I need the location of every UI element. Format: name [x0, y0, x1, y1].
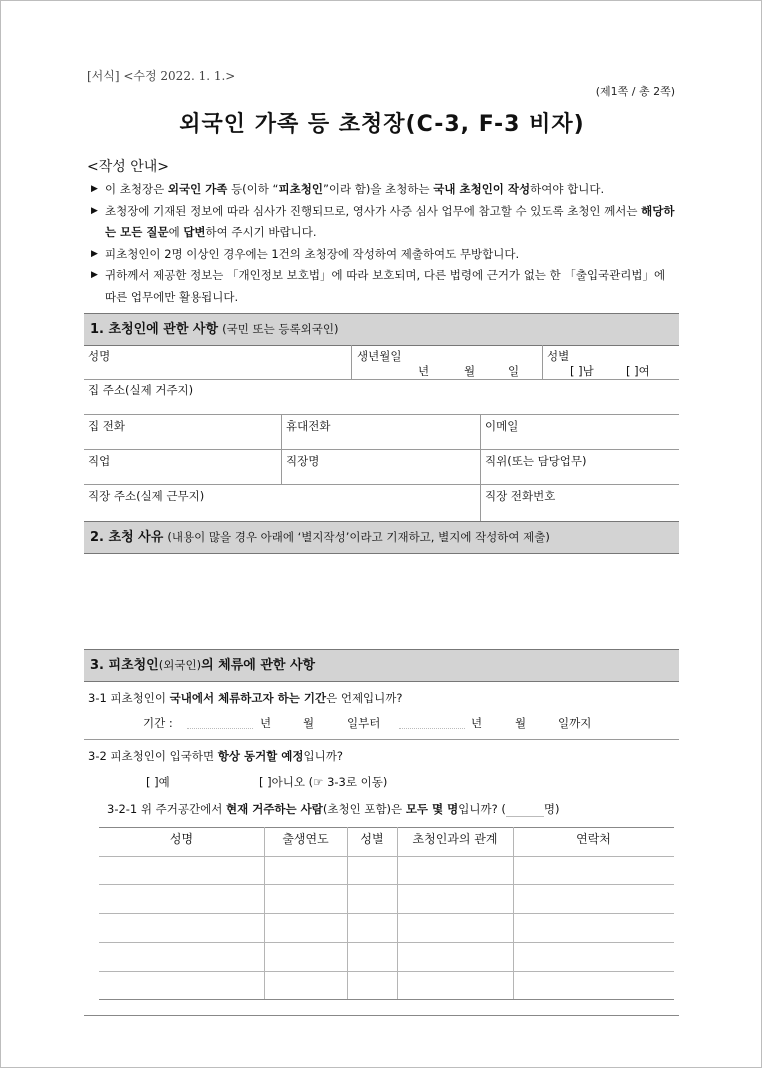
page-indicator: (제1쪽 / 총 2쪽) — [595, 85, 675, 98]
page-title: 외국인 가족 등 초청장(C-3, F-3 비자) — [179, 112, 585, 137]
home-phone-label: 집 전화 — [88, 419, 125, 433]
birth-label: 생년월일 — [357, 349, 402, 363]
guide-item: ▶ 이 초청장은 외국인 가족 등(이하 “피초청인”이라 함)을 초청하는 국내 초청인이 작성하여야 합니다. — [87, 179, 679, 201]
col-gender: 성별 — [360, 832, 384, 846]
work-address-label: 직장 주소(실제 근무지) — [88, 489, 205, 503]
period-from-year-input[interactable] — [187, 728, 253, 729]
guide-heading: <작성 안내> — [87, 159, 170, 175]
guide-item: ▶ 귀하께서 제공한 정보는 「개인정보 보호법」에 따라 보호되며, 다른 법령에 근거가 없는 한 「출입국관리법」에 따른 업무에만 활용됩니다. — [87, 265, 679, 308]
table-row[interactable] — [99, 999, 674, 1000]
work-phone-label: 직장 전화번호 — [485, 489, 556, 503]
section3-heading: 3. 피초청인(외국인)의 체류에 관한 사항 — [84, 649, 679, 682]
form-code: [서식] <수정 2022. 1. 1.> — [87, 69, 236, 83]
mobile-label: 휴대전화 — [286, 419, 331, 433]
table-row[interactable] — [99, 942, 674, 943]
col-name: 성명 — [169, 832, 194, 846]
name-label: 성명 — [88, 349, 111, 363]
triangle-bullet-icon: ▶ — [91, 184, 98, 194]
section1-heading: 1. 초청인에 관한 사항 (국민 또는 등록외국인) — [84, 313, 679, 346]
question-3-1: 3-1 피초청인이 국내에서 체류하고자 하는 기간은 언제입니까? — [88, 691, 403, 705]
form-page: [서식] <수정 2022. 1. 1.> (제1쪽 / 총 2쪽) 외국인 가족 등 초청장(C-3, F-3 비자) <작성 안내> ▶ 이 초청장은 외국인 가족 등(이하 “피초청인”이라 함)을 초청하는 국내 초청인이 작성하여야 합니다. ▶ 초청장에 기재된 정보에 따라 심사가 진행되므로, 영사가 사증 심사 업무에 참고할 수 있도록 초청인 께서는 해당하는 모든 질문에 답변하여 주시기 바랍니다. ▶ 피초청인이 2명 이상인 경우에는 1건의 초청장에 작성하여 제출하여도 무방합니다. ▶ 귀하께서 제공한 정보는 「개인정보 보호법」에 따라 보호되며, 다른 법령에 근거가 없는 한 「출입국관리법」에 따른 업무에만 활용됩니다. 1. 초청인에 관한 사항 (국민 또는 등록외국인) 성명 생년월일 년 월 일 성별 [ ]남 [ ]여 집 주소(실제 거주지) 집 전화 휴대전화 이메일 직업 직장명 직위(또는 담당업무) 직장 주소(실제 근무지) 직장 전화번호 2. 초청 사유 (내용이 많을 경우 아래에 ‘별지작성’이라고 기재하고, 별지에 작성하여 제출) 3. 피초청인(외국인)의 체류에 관한 사항 3-1 피초청인이 국내에서 체류하고자 하는 기간은 언제입니까? 기간 : 년 월 일부터 년 월 일까지 3-2 피초청인이 입국하면 항상 동거할 예정입니까? [ ]예 [ ]아니오 (☞ 3-3로 이동) 3-2-1 위 주거공간에서 현재 거주하는 사람(초청인 포함)은 모두 몇 명입니까? ( 명) 성명 출생연도 성별 초청인과의 관계 연락처 — [0, 0, 762, 1068]
period-label: 기간 : — [143, 716, 173, 730]
triangle-bullet-icon: ▶ — [91, 270, 98, 280]
gender-female-checkbox[interactable]: [ ]여 — [626, 364, 650, 378]
triangle-bullet-icon: ▶ — [91, 248, 98, 259]
position-label: 직위(또는 담당업무) — [485, 454, 587, 468]
guide-list — [87, 179, 679, 308]
address-label: 집 주소(실제 거주지) — [88, 383, 194, 397]
guide-item: ▶ 피초청인이 2명 이상인 경우에는 1건의 초청장에 작성하여 제출하여도 무방합니다. — [87, 244, 679, 266]
table-row[interactable] — [99, 971, 674, 972]
col-contact: 연락처 — [576, 832, 611, 846]
gender-male-checkbox[interactable]: [ ]남 — [570, 364, 594, 378]
resident-count-input[interactable] — [506, 804, 544, 817]
cohabit-yes-checkbox[interactable]: [ ]예 — [146, 775, 170, 789]
job-label: 직업 — [88, 454, 111, 468]
gender-label: 성별 — [547, 349, 570, 363]
cohabit-no-checkbox[interactable]: [ ]아니오 (☞ 3-3로 이동) — [259, 775, 388, 789]
section2-heading: 2. 초청 사유 (내용이 많을 경우 아래에 ‘별지작성’이라고 기재하고, 별지에 작성하여 제출) — [84, 521, 679, 554]
guide-item: ▶ 초청장에 기재된 정보에 따라 심사가 진행되므로, 영사가 사증 심사 업무에 참고할 수 있도록 초청인 께서는 해당하는 모든 질문에 답변하여 주시기 바랍니다. — [87, 201, 679, 244]
col-birth-year: 출생연도 — [282, 832, 329, 846]
workplace-label: 직장명 — [286, 454, 320, 468]
table-row[interactable] — [99, 884, 674, 885]
triangle-bullet-icon: ▶ — [91, 205, 98, 216]
email-label: 이메일 — [485, 419, 519, 433]
question-3-2-1: 3-2-1 위 주거공간에서 현재 거주하는 사람(초청인 포함)은 모두 몇 명입니까? ( 명) — [107, 802, 560, 816]
invitation-reason-field[interactable] — [84, 554, 679, 649]
question-3-2: 3-2 피초청인이 입국하면 항상 동거할 예정입니까? — [88, 749, 343, 763]
table-row[interactable] — [99, 913, 674, 914]
col-relationship: 초청인과의 관계 — [412, 832, 498, 846]
period-to-year-input[interactable] — [399, 728, 465, 729]
